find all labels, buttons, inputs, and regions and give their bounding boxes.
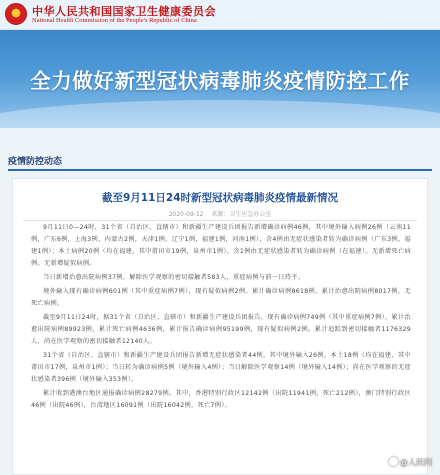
section-divider [8,169,432,171]
article-source: 来源：卫生应急办公室 [211,211,272,218]
article-meta [13,209,427,218]
campaign-banner [0,30,440,128]
article-date: 2020-09-12 [168,211,204,218]
article-paragraph: 截至9月11日24时，据31个省（自治区、直辖市）和新疆生产建设兵团报告，现有确诊病例749例（其中重症病例7例），累计治愈出院病例89923例，累计死亡病例4636例，累计报告确诊病例95199例，现有疑似病例2例。累计追踪到密切接触者1176329人，尚在医学观察的密切接触者12140人。 [31,314,411,345]
meta-divider [23,220,417,221]
article-paragraph: 9月11日0—24时，31个省（自治区、直辖市）和新疆生产建设兵团报告新增确诊病例46例，其中境外输入病例26例（云南11例，广东6例，上海3例，内蒙古2例，天津1例，辽宁1例，福建1例，河南1例），含4例由无症状感染者转为确诊病例（广东3例，福建1例）；本土病例20例（均在福建，其中莆田市19例，泉州市1例），含1例由无症状感染者转为确诊病例（在福建）。无新增死亡病例。无新增疑似病例。 [31,224,411,267]
site-header [0,0,440,30]
watermark-text: @人民网 [400,458,432,467]
article-title: 截至9月11日24时新型冠状病毒肺炎疫情最新情况 [101,192,339,204]
banner-title: 全力做好新型冠状病毒肺炎疫情防控工作 [30,69,410,93]
national-emblem-icon: ★ [5,3,27,25]
org-name-cn[interactable]: 中华人民共和国国家卫生健康委员会 [32,5,216,18]
article-paragraph: 累计收到港澳台地区通报确诊病例28279例。其中，香港特别行政区12142例（出院11941例，死亡212例），澳门特别行政区46例（出院46例），台湾地区16091例（出院16042例，死亡7例）。 [31,390,411,409]
article-body [31,222,411,414]
article-paragraph: 当日新增治愈出院病例37例，解除医学观察的密切接触者583人，重症病例与前一日持平。 [43,274,305,281]
article-paragraph: 境外输入现有确诊病例601例（其中重症病例7例），现有疑似病例2例。累计确诊病例8618例，累计治愈出院病例8017例，无死亡病例。 [31,288,411,307]
article-paragraph: 31个省（自治区、直辖市）和新疆生产建设兵团报告新增无症状感染者44例，其中境外输入26例，本土18例（均在福建，其中莆田市17例，泉州市1例）；当日转为确诊病例5例（境外输入4例）；当日解除医学观察14例（境外输入14例）；尚在医学观察的无症状感染者396例（境外输入353例）。 [31,352,411,383]
article-card [12,178,428,475]
section-nav [0,152,440,172]
org-name-en: National Health Commission of the People's Republic of China [32,17,197,24]
weibo-logo-icon [389,457,398,466]
banner-decoration [0,100,440,128]
watermark [389,457,432,468]
section-label[interactable]: 疫情防控动态 [8,157,63,167]
